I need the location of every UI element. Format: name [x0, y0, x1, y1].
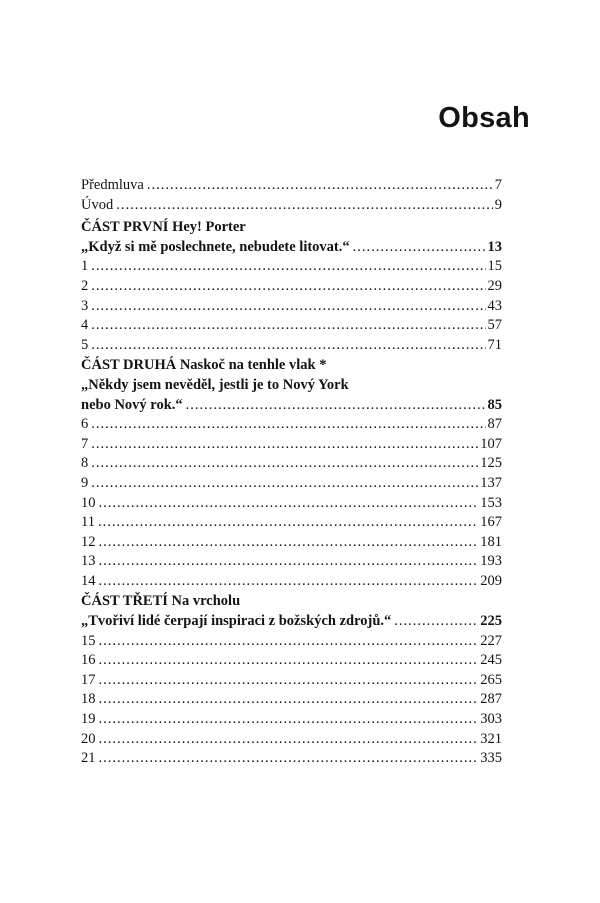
- toc-entry-chapter-18[interactable]: [81, 690, 502, 710]
- toc-entry-page: 29: [487, 277, 502, 294]
- dot-leader: [99, 671, 479, 691]
- toc-entry-page: 153: [480, 494, 502, 511]
- toc-entry-label: Předmluva: [81, 177, 144, 193]
- toc-entry-introduction[interactable]: [81, 196, 502, 216]
- toc-entry-page: 9: [494, 196, 502, 213]
- toc-entry-label: 1: [81, 258, 89, 275]
- toc-entry-page: 7: [494, 177, 502, 193]
- toc-entry-page: 227: [480, 632, 502, 649]
- dot-leader: [91, 435, 478, 455]
- dot-leader: [99, 710, 479, 730]
- dot-leader: [98, 513, 478, 533]
- toc-entry-label: „Když si mě poslechnete, nebudete litovat.“: [81, 238, 350, 255]
- toc-entry-chapter-20[interactable]: [81, 730, 502, 750]
- toc-entry-page: 321: [480, 730, 502, 747]
- dot-leader: [91, 277, 485, 297]
- toc-entry-chapter-10[interactable]: [81, 494, 502, 514]
- dot-leader: [99, 730, 479, 750]
- dot-leader: [186, 396, 486, 416]
- toc-entry-part-one-quote[interactable]: [81, 238, 502, 258]
- dot-leader: [116, 196, 493, 216]
- dot-leader: [99, 494, 479, 514]
- dot-leader: [99, 533, 479, 553]
- toc-entry-page: 125: [480, 455, 502, 472]
- toc-entry-chapter-9[interactable]: [81, 474, 502, 494]
- dot-leader: [147, 176, 493, 196]
- toc-entry-page: 287: [480, 691, 502, 708]
- dot-leader: [91, 454, 478, 474]
- toc-entry-chapter-1[interactable]: [81, 257, 502, 277]
- toc-entry-label: 20: [81, 730, 96, 747]
- toc-entry-chapter-17[interactable]: [81, 671, 502, 691]
- toc-entry-page: 265: [480, 671, 502, 688]
- toc-entry-label: 6: [81, 416, 89, 433]
- toc-entry-page: 167: [480, 514, 502, 531]
- toc-entry-label: 18: [81, 691, 96, 708]
- dot-leader: [91, 297, 485, 317]
- toc-entry-page: 181: [480, 533, 502, 550]
- toc-entry-page: 225: [480, 613, 502, 630]
- dot-leader: [91, 415, 485, 435]
- toc-entry-page: 335: [480, 750, 502, 767]
- toc-entry-label: 2: [81, 277, 89, 294]
- part-three-heading: ČÁST TŘETÍ Na vrcholu: [81, 593, 241, 610]
- toc-entry-part-two-quote[interactable]: [81, 396, 502, 416]
- toc-entry-chapter-8[interactable]: [81, 454, 502, 474]
- toc-entry-chapter-16[interactable]: [81, 651, 502, 671]
- toc-entry-chapter-12[interactable]: [81, 533, 502, 553]
- dot-leader: [91, 336, 485, 356]
- toc-entry-chapter-21[interactable]: [81, 749, 502, 769]
- toc-entry-label: 11: [81, 514, 95, 531]
- dot-leader: [99, 552, 479, 572]
- toc-entry-label: 19: [81, 711, 96, 728]
- toc-entry-label: Úvod: [81, 196, 114, 213]
- toc-entry-chapter-2[interactable]: [81, 277, 502, 297]
- toc-entry-label: 17: [81, 671, 96, 688]
- dot-leader: [91, 257, 485, 277]
- toc-entry-page: 13: [487, 238, 502, 255]
- toc-entry-part-three-quote[interactable]: [81, 612, 502, 632]
- page-title: Obsah: [438, 102, 530, 134]
- toc-entry-page: 245: [480, 652, 502, 669]
- dot-leader: [99, 749, 479, 769]
- toc-entry-page: 209: [480, 572, 502, 589]
- toc-entry-page: 43: [487, 297, 502, 314]
- toc-entry-label: 16: [81, 652, 96, 669]
- toc-entry-chapter-3[interactable]: [81, 297, 502, 317]
- part-two-quote-line1: „Někdy jsem nevěděl, jestli je to Nový York: [81, 376, 349, 393]
- toc-entry-page: 303: [480, 711, 502, 728]
- toc-entry-page: 193: [480, 553, 502, 570]
- toc-entry-label: 8: [81, 455, 89, 472]
- toc-entry-label: „Tvořiví lidé čerpají inspiraci z božských zdrojů.“: [81, 613, 392, 630]
- toc-entry-chapter-11[interactable]: [81, 513, 502, 533]
- toc-entry-label: 21: [81, 750, 96, 767]
- dot-leader: [99, 690, 479, 710]
- toc-entry-label: nebo Nový rok.“: [81, 396, 183, 413]
- toc-entry-label: 4: [81, 317, 89, 334]
- toc-entry-preface[interactable]: [81, 176, 502, 196]
- dot-leader: [394, 612, 478, 632]
- dot-leader: [91, 316, 485, 336]
- toc-entry-chapter-15[interactable]: [81, 632, 502, 652]
- table-of-contents: [81, 176, 502, 769]
- dot-leader: [99, 651, 479, 671]
- toc-entry-page: 87: [487, 416, 502, 433]
- dot-leader: [99, 632, 479, 652]
- toc-entry-label: 7: [81, 435, 89, 452]
- toc-entry-page: 71: [487, 336, 502, 353]
- toc-entry-chapter-7[interactable]: [81, 435, 502, 455]
- toc-entry-page: 57: [487, 317, 502, 334]
- toc-entry-label: 12: [81, 533, 96, 550]
- toc-entry-chapter-6[interactable]: [81, 415, 502, 435]
- toc-entry-label: 9: [81, 474, 89, 491]
- part-two-heading: ČÁST DRUHÁ Naskoč na tenhle vlak *: [81, 357, 327, 374]
- toc-entry-page: 137: [480, 474, 502, 491]
- dot-leader: [91, 474, 478, 494]
- toc-entry-chapter-14[interactable]: [81, 572, 502, 592]
- dot-leader: [99, 572, 479, 592]
- toc-entry-chapter-4[interactable]: [81, 316, 502, 336]
- toc-entry-page: 15: [487, 258, 502, 275]
- toc-entry-label: 5: [81, 336, 89, 353]
- toc-entry-label: 14: [81, 572, 96, 589]
- toc-entry-page: 85: [487, 396, 502, 413]
- part-one-heading: ČÁST PRVNÍ Hey! Porter: [81, 219, 246, 236]
- dot-leader: [353, 238, 486, 258]
- toc-entry-chapter-13[interactable]: [81, 552, 502, 572]
- toc-entry-chapter-19[interactable]: [81, 710, 502, 730]
- toc-entry-page: 107: [480, 435, 502, 452]
- toc-entry-label: 3: [81, 297, 89, 314]
- toc-entry-chapter-5[interactable]: [81, 336, 502, 356]
- toc-entry-label: 13: [81, 553, 96, 570]
- toc-entry-label: 15: [81, 632, 96, 649]
- toc-entry-label: 10: [81, 494, 96, 511]
